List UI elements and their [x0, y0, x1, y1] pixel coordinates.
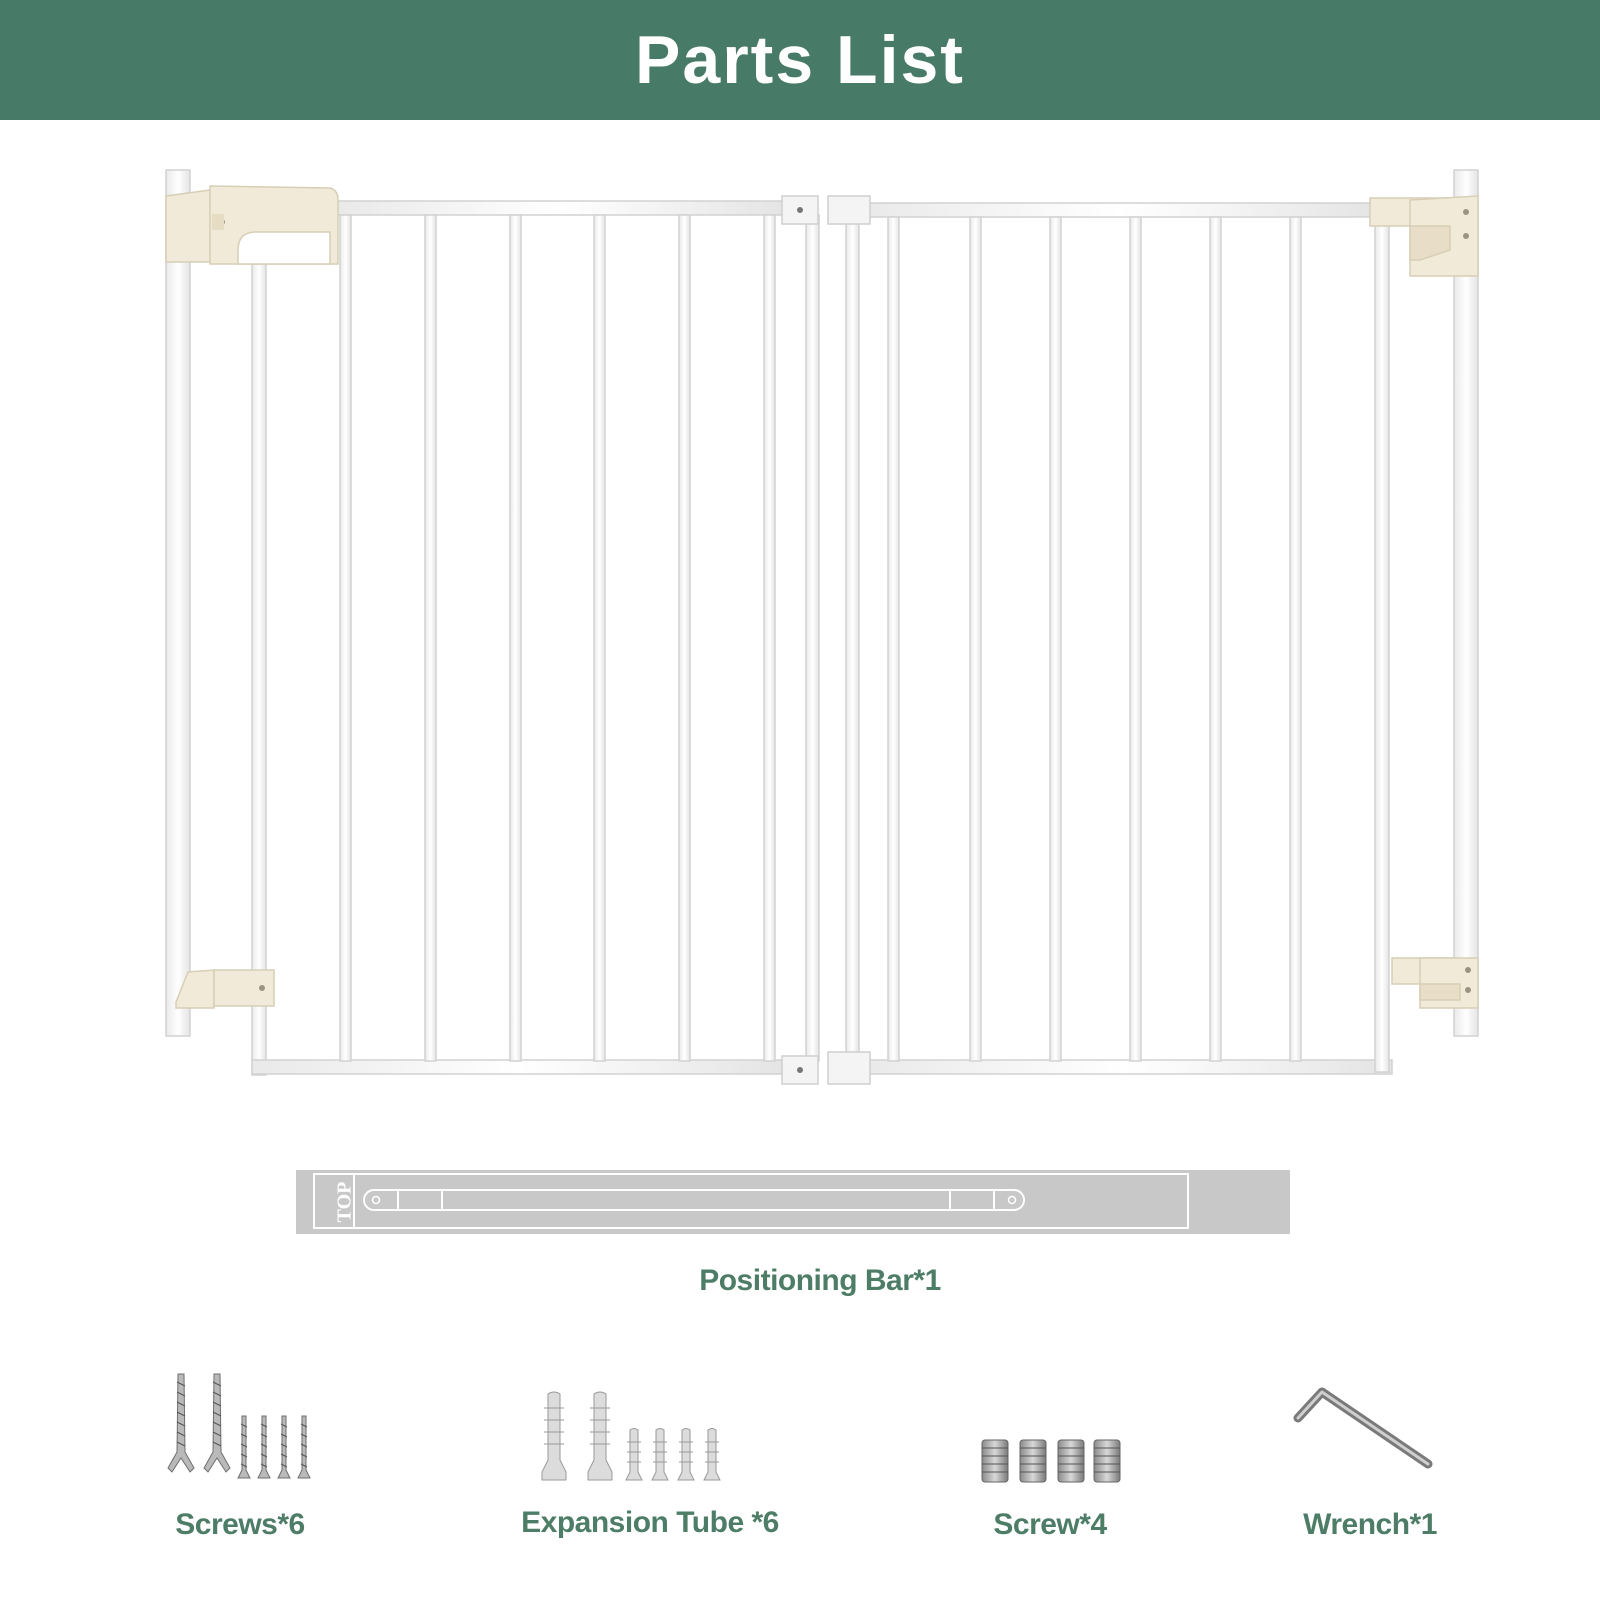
spindle-rods-icon — [978, 1436, 1128, 1488]
positioning-bar-icon — [296, 1170, 1290, 1234]
expansion-tube-label: Expansion Tube *6 — [521, 1506, 779, 1539]
screws-label: Screws*6 — [175, 1508, 305, 1541]
screw-label: Screw*4 — [993, 1508, 1107, 1541]
positioning-bar-label: Positioning Bar*1 — [699, 1264, 941, 1297]
wrench-label: Wrench*1 — [1303, 1508, 1437, 1541]
hex-key-icon — [1292, 1384, 1442, 1474]
safety-gate-illustration — [0, 120, 1600, 1100]
wood-screws-icon — [164, 1372, 324, 1484]
header-banner — [0, 0, 1600, 120]
bar-top-stamp: TOP — [333, 1181, 356, 1223]
wall-anchors-icon — [538, 1390, 738, 1486]
gate-icon — [0, 120, 1600, 1100]
positioning-bar — [296, 1170, 1290, 1234]
page-title: Parts List — [635, 22, 965, 98]
